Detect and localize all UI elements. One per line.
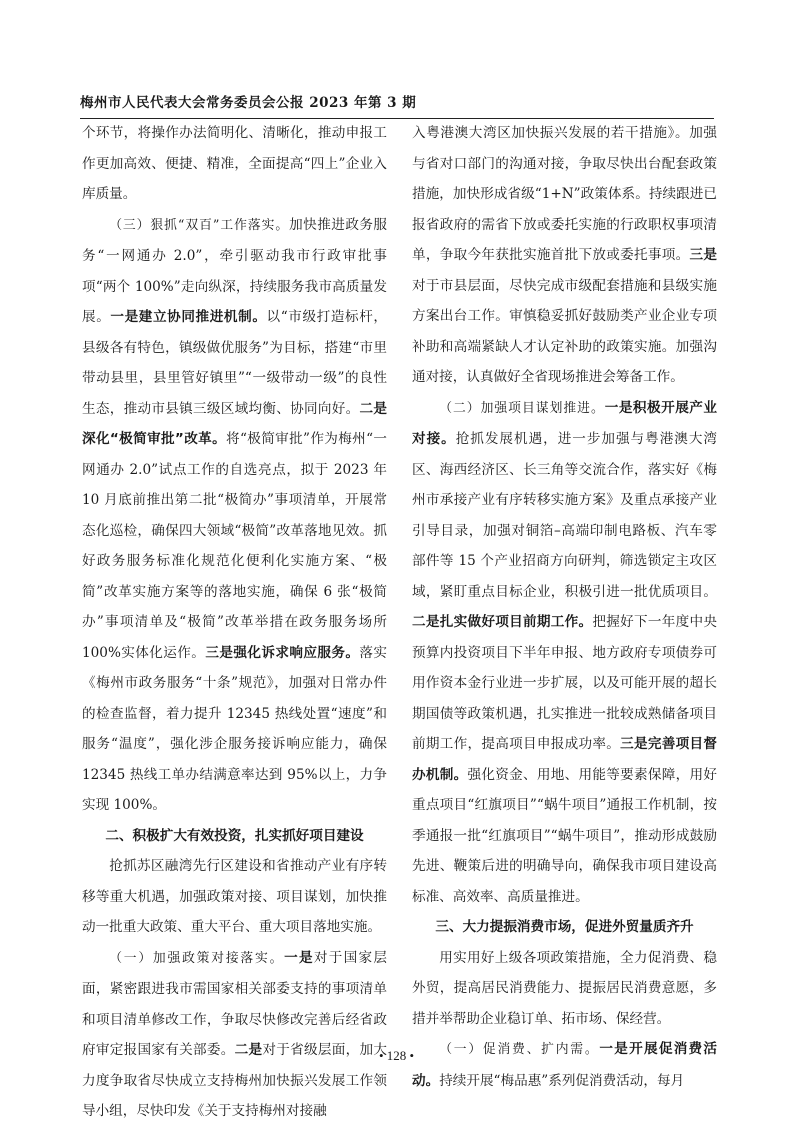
section-heading-2: （二）加强项目谋划推进。: [439, 400, 605, 416]
right-paragraph-3: 用实用好上级各项政策措施，全力促消费、稳外贸，提高居民消费能力、提振居民消费意愿，多措并举帮助企业稳订单、拓市场、保经营。: [412, 949, 717, 1027]
bold-lead: 一是积极开展产业对接。: [412, 399, 717, 447]
bold-lead: 三是: [689, 247, 718, 263]
text-run: 入粤港澳大湾区加快振兴发展的若干措施》。加强与省对口部门的沟通对接，争取尽快出台配套政策措施，加快形成省级“1+N”政策体系。持续跟进已报省政府的需省下放或委托实施的行政职权事项清单，争取今年获批实施首批下放或委托事项。: [412, 125, 717, 263]
bold-lead: 二是: [234, 1042, 263, 1058]
journal-header: 梅州市人民代表大会常务委员会公报 2023 年第 3 期: [80, 95, 417, 111]
text-run: 加快推进政务服务“一网通办 2.0”，牵引驱动我市行政审批事项“两个 100%”走向纵深，持续服务我市高质量发展。: [82, 216, 387, 325]
right-column: [412, 118, 717, 1096]
text-run: 将“极简审批”作为梅州“一网通办 2.0”试点工作的自选亮点，拟于 2023 年 10 月底前推出第二批“极简办”事项清单，开展常态化巡检，确保四大领域“极简”改革落地见效。抓好政务服务标准化规范化便利化实施方案、“极简”改革实施方案等的落地实施，确保 6 张“极简办”事项清单及“极简”改革举措在政务服务场所 100%实体化运作。: [82, 431, 387, 661]
text-run: 落实《梅州市政务服务“十条”规范》，加强对日常办件的检查监督，着力提升 12345 热线处置“速度”和服务“温度”，强化涉企服务接诉响应能力，确保 12345 热线工单办结满意率达到 95%以上，力争实现 100%。: [82, 644, 388, 813]
bold-lead: 一是: [284, 949, 314, 966]
chapter-heading-3: 三、大力提振消费市场，促进外贸量质齐升: [435, 919, 694, 935]
left-column: [82, 118, 387, 1127]
text-run: 持续开展“梅品惠”系列促消费活动，每月: [439, 1072, 685, 1089]
right-paragraph-4: [412, 1034, 717, 1096]
left-paragraph-4: [82, 943, 387, 1127]
right-paragraph-2: [412, 393, 717, 913]
chapter-heading-2: 二、积极扩大有效投资，扎实抓好项目建设: [105, 827, 364, 844]
bold-lead: 二是扎实做好项目前期工作。: [412, 614, 593, 630]
left-paragraph-3: 抢抓苏区融湾先行区建设和省推动产业有序转移等重大机遇，加强政策对接、项目谋划，加快推动一批重大政策、重大平台、重大项目落地实施。: [82, 858, 387, 935]
bold-lead: 三是强化诉求响应服务。: [205, 644, 360, 661]
text-run: 抢抓发展机遇，进一步加强与粤港澳大湾区、海西经济区、长三角等交流合作，落实好《梅州市承接产业有序转移实施方案》及重点承接产业引导目录，加强对铜箔–高端印制电路板、汽车零部件等 15 个产业招商方向研判，筛选锁定主攻区域，紧盯重点目标企业，积极引进一批优质项目。: [412, 431, 718, 600]
text-run: 强化资金、用地、用能等要素保障，用好重点项目“红旗项目”“蜗牛项目”通报工作机制，按季通报一批“红旗项目”“蜗牛项目”，推动形成鼓励先进、鞭策后进的明确导向，确保我市项目建设高标准、高效率、高质量推进。: [412, 766, 718, 905]
page-number: • 128 •: [378, 1048, 415, 1063]
bold-lead: 一是建立协同推进机制。: [110, 309, 267, 325]
right-paragraph-1: [412, 118, 717, 393]
section-heading-1: （一）加强政策对接落实。: [109, 950, 285, 966]
text-run: 对于省级层面，加大力度争取省尽快成立支持梅州加快振兴发展工作领导小组，尽快印发《关于支持梅州对接融: [82, 1042, 388, 1119]
left-paragraph-1: 个环节，将操作办法简明化、清晰化，推动申报工作更加高效、便捷、精准，全面提高“四上”企业入库质量。: [82, 125, 387, 202]
bold-lead: 一是开展促消费活动。: [412, 1041, 718, 1089]
bold-lead: 二是深化“极简审批”改革。: [82, 400, 388, 447]
bold-lead: 三是完善项目督办机制。: [412, 736, 718, 783]
text-run: 把握好下一年度中央预算内投资项目下半年申报、地方政府专项债券可用作资本金行业进一步扩展，以及可能开展的超长期国债等政策机遇，扎实推进一批较成熟储备项目前期工作，提高项目申报成功率。: [412, 614, 718, 752]
section-heading-3: （三）狠抓“双百”工作落实。: [109, 217, 290, 233]
text-run: 对于市县层面，尽快完成市级配套措施和县级实施方案出台工作。审慎稳妥抓好鼓励类产业企业专项补助和高端紧缺人才认定补助的政策实施。加强沟通对接，认真做好全省现场推进会筹备工作。: [412, 277, 717, 385]
text-run: 以“市级打造标杆，县级各有特色，镇级做优服务”为目标，搭建“市里带动县里，县里管好镇里”“一级带动一级”的良性生态，推动市县镇三级区域均衡、协同向好。: [82, 309, 388, 417]
text-run: 对于国家层面，紧密跟进我市需国家相关部委支持的事项清单和项目清单修改工作，争取尽快修改完善后经省政府审定报国家有关部委。: [82, 949, 388, 1058]
left-paragraph-2: [82, 210, 387, 821]
section-heading-1: （一）促消费、扩内需。: [439, 1042, 600, 1057]
